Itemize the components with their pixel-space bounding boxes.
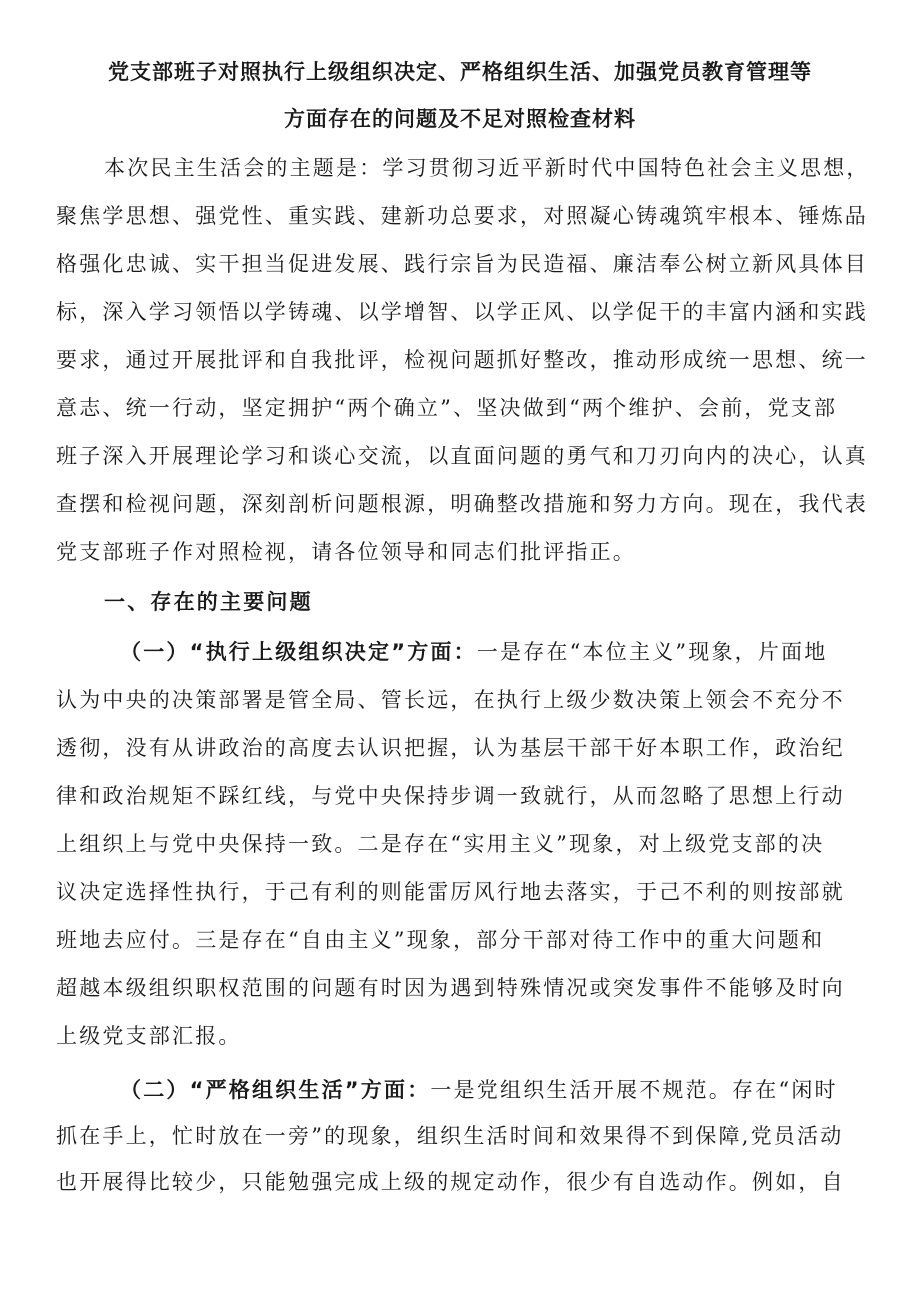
subsection-1-line: 超越本级组织职权范围的问题有时因为遇到特殊情况或突发事件不能够及时向: [56, 976, 845, 1000]
subsection-1-line: 议决定选择性执行，于己有利的则能雷厉风行地去落实，于己不利的则按部就: [56, 880, 845, 904]
subsection-1-line: 律和政治规矩不踩红线，与党中央保持步调一致就行，从而忽略了思想上行动: [56, 784, 845, 808]
intro-line: 本次民主生活会的主题是：学习贯彻习近平新时代中国特色社会主义思想，: [104, 156, 870, 180]
intro-line: 党支部班子作对照检视，请各位领导和同志们批评指正。: [56, 540, 636, 564]
subsection-1-text: 一是存在“本位主义”现象，片面地: [476, 640, 828, 664]
document-title-line-1: 党支部班子对照执行上级组织决定、严格组织生活、加强党员教育管理等: [108, 60, 812, 84]
intro-line: 查摆和检视问题，深刻剖析问题根源，明确整改措施和努力方向。现在，我代表: [56, 492, 868, 516]
subsection-2-line: 也开展得比较少，只能勉强完成上级的规定动作，很少有自选动作。例如，自: [56, 1170, 845, 1194]
document-title-line-2: 方面存在的问题及不足对照检查材料: [284, 107, 636, 131]
subsection-1-first-line: [120, 636, 827, 666]
intro-line: 要求，通过开展批评和自我批评，检视问题抓好整改，推动形成统一思想、统一: [56, 348, 868, 372]
subsection-2-first-line: [120, 1074, 838, 1104]
intro-line: 标，深入学习领悟以学铸魂、以学增智、以学正风、以学促干的丰富内涵和实践: [56, 300, 868, 324]
subsection-1-line: 上级党支部汇报。: [56, 1024, 242, 1048]
subsection-1-line: 认为中央的决策部署是管全局、管长远，在执行上级少数决策上领会不充分不: [56, 688, 845, 712]
intro-line: 聚焦学思想、强党性、重实践、建新功总要求，对照凝心铸魂筑牢根本、锤炼品: [56, 204, 868, 228]
intro-line: 意志、统一行动，坚定拥护“两个确立”、坚决做到“两个维护、会前，党支部: [56, 396, 838, 420]
subsection-2-text: 一是党组织生活开展不规范。存在“闲时: [430, 1078, 838, 1102]
subsection-1-heading: （一）“执行上级组织决定”方面：: [120, 640, 477, 664]
intro-line: 格强化忠诚、实干担当促进发展、践行宗旨为民造福、廉洁奉公树立新风具体目: [56, 252, 868, 276]
subsection-1-line: 班地去应付。三是存在“自由主义”现象，部分干部对待工作中的重大问题和: [56, 928, 825, 952]
subsection-2-line: 抓在手上，忙时放在一旁”的现象，组织生活时间和效果得不到保障,党员活动: [56, 1124, 844, 1148]
section-heading: 一、存在的主要问题: [104, 590, 313, 614]
subsection-1-line: 透彻，没有从讲政治的高度去认识把握，认为基层干部干好本职工作，政治纪: [56, 736, 845, 760]
subsection-1-line: 上组织上与党中央保持一致。二是存在“实用主义”现象，对上级党支部的决: [56, 832, 825, 856]
intro-line: 班子深入开展理论学习和谈心交流，以直面问题的勇气和刀刃向内的决心，认真: [56, 444, 868, 468]
subsection-2-heading: （二）“严格组织生活”方面：: [120, 1078, 431, 1102]
